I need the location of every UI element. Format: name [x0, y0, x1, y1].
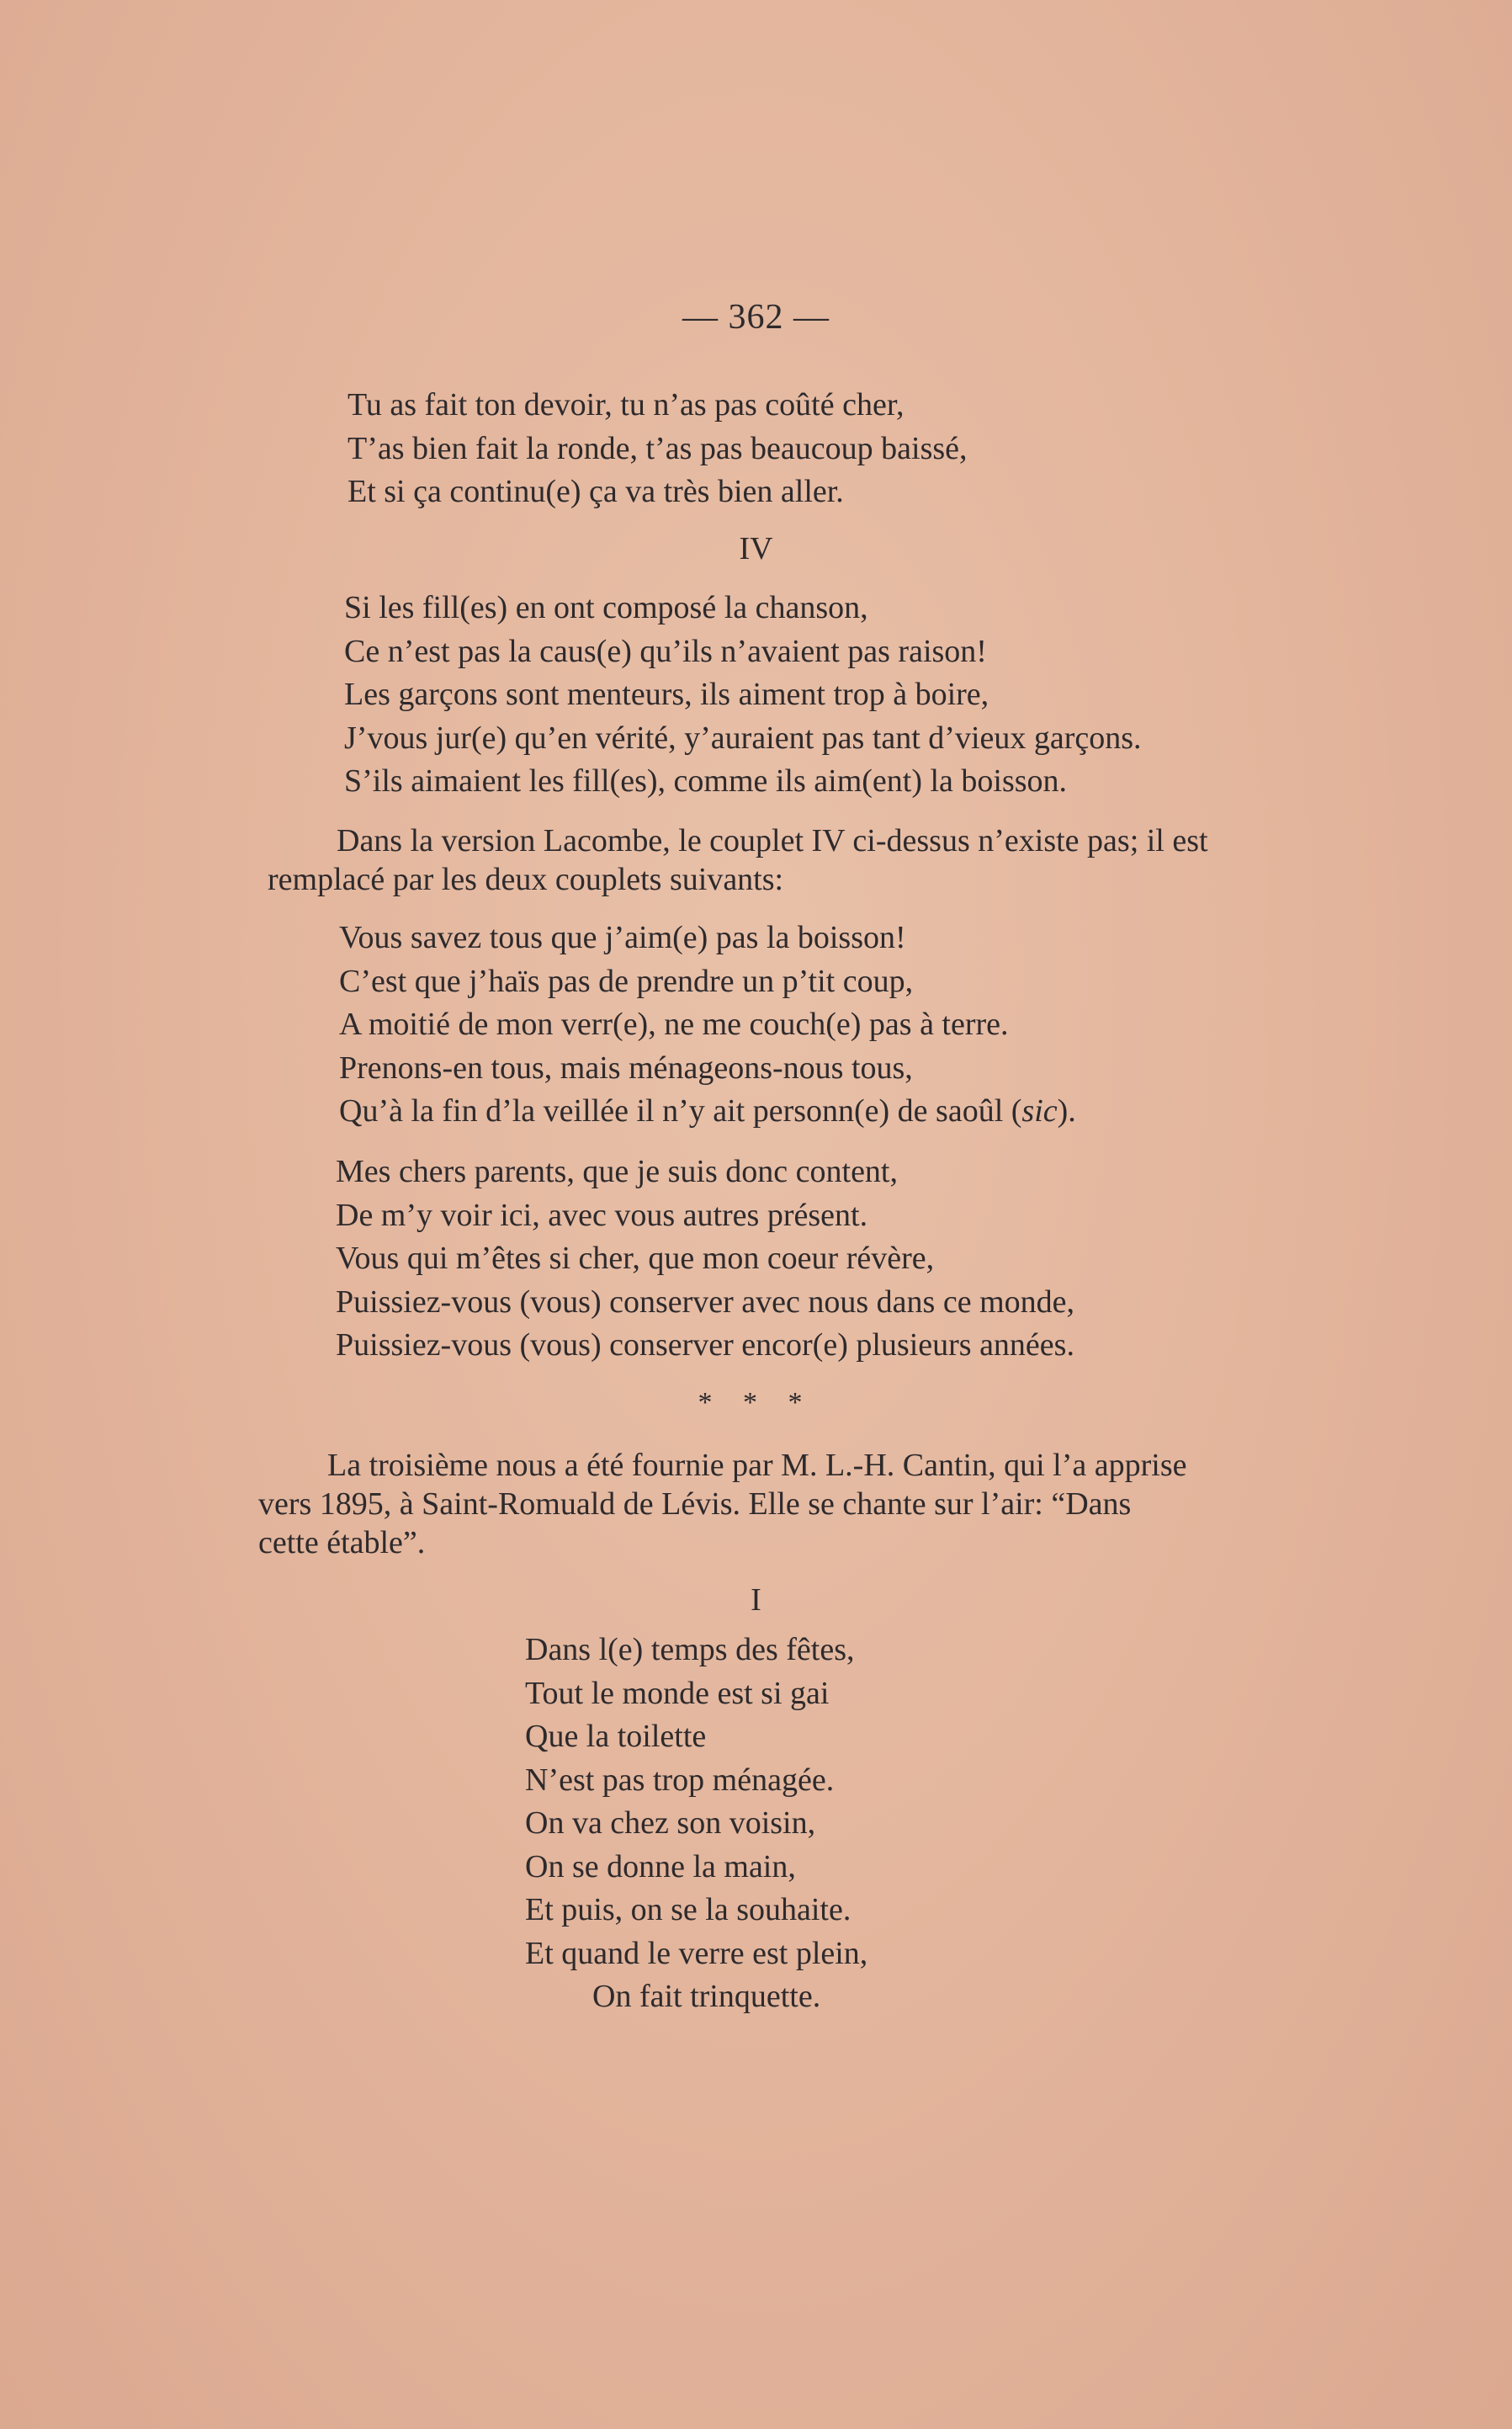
verse-line: Ce n’est pas la caus(e) qu’ils n’avaient pas raison! [344, 633, 987, 669]
verse-line: Puissiez-vous (vous) conserver avec nous dans ce monde, [336, 1284, 1074, 1320]
verse-line: Vous savez tous que j’aim(e) pas la boisson! [339, 920, 906, 955]
verse-line: Tu as fait ton devoir, tu n’as pas coûté cher, [347, 387, 905, 423]
verse-line: T’as bien fait la ronde, t’as pas beaucoup baissé, [347, 430, 968, 466]
paragraph-line: cette étable”. [258, 1525, 426, 1560]
section-separator: * * * [698, 1387, 814, 1418]
paragraph-line: La troisième nous a été fournie par M. L.-H. Cantin, qui l’a apprise [327, 1448, 1187, 1483]
verse-line: J’vous jur(e) qu’en vérité, y’auraient pas tant d’vieux garçons. [344, 720, 1142, 756]
verse-line: Et quand le verre est plein, [525, 1935, 868, 1971]
stanza-i [525, 1629, 867, 2019]
verse-line: A moitié de mon verr(e), ne me couch(e) pas à terre. [339, 1007, 1009, 1042]
stanza-b [336, 1151, 1074, 1368]
verse-line: Prenons-en tous, mais ménageons-nous tous, [339, 1050, 913, 1086]
stanza-a [339, 917, 1076, 1134]
verse-line: Et si ça continu(e) ça va très bien aller. [347, 474, 844, 509]
verse-line: On fait trinquette. [592, 1979, 821, 2014]
verse-line: C’est que j’haïs pas de prendre un p’tit coup, [339, 963, 914, 999]
verse-line: Dans l(e) temps des fêtes, [525, 1632, 855, 1667]
verse-line: Qu’à la fin d’la veillée il n’y ait personn(e) de saoûl (sic). [339, 1093, 1076, 1129]
verse-line: Que la toilette [525, 1719, 707, 1754]
stanza-top [347, 384, 968, 514]
paragraph-line: Dans la version Lacombe, le couplet IV ci-dessus n’existe pas; il est [337, 823, 1208, 858]
verse-line: On va chez son voisin, [525, 1805, 816, 1841]
verse-line: Si les fill(es) en ont composé la chanson, [344, 590, 868, 625]
paragraph-lacombe [268, 821, 1395, 899]
verse-line: Tout le monde est si gai [525, 1675, 830, 1711]
verse-line: N’est pas trop ménagée. [525, 1762, 835, 1798]
verse-line: On se donne la main, [525, 1848, 796, 1884]
verse-line: Et puis, on se la souhaite. [525, 1892, 851, 1927]
section-heading-iv: IV [739, 531, 773, 566]
section-heading-i: I [751, 1582, 761, 1618]
page-number: — 362 — [682, 298, 830, 337]
paragraph-line: vers 1895, à Saint-Romuald de Lévis. Elle se chante sur l’air: “Dans [258, 1486, 1132, 1522]
paragraph-line: remplacé par les deux couplets suivants: [268, 862, 784, 897]
verse-line: Les garçons sont menteurs, ils aiment trop à boire, [344, 677, 989, 712]
verse-line: Vous qui m’êtes si cher, que mon coeur révère, [336, 1241, 935, 1276]
stanza-iv [344, 587, 1142, 804]
verse-line: Puissiez-vous (vous) conserver encor(e) plusieurs années. [336, 1327, 1074, 1363]
verse-line: De m’y voir ici, avec vous autres présent. [336, 1197, 868, 1233]
sic-italic: sic [1021, 1093, 1058, 1129]
verse-line: S’ils aimaient les fill(es), comme ils aim(ent) la boisson. [344, 763, 1068, 799]
paragraph-cantin [258, 1446, 1394, 1562]
verse-line: Mes chers parents, que je suis donc content, [336, 1154, 898, 1189]
